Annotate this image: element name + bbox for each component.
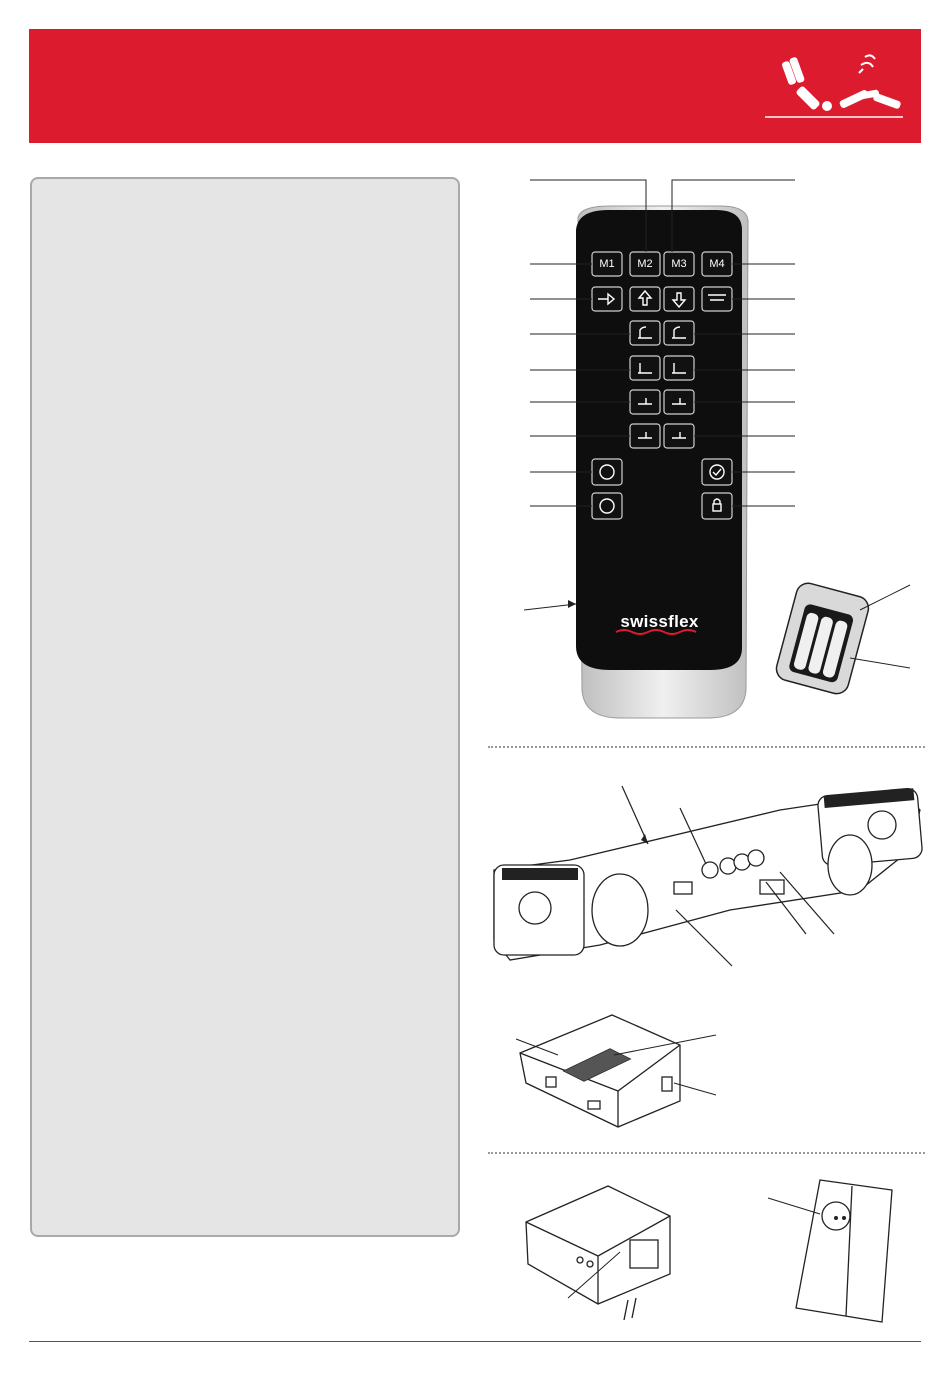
bed-positions-icon bbox=[763, 45, 913, 125]
receiver-module-illustration bbox=[480, 1005, 740, 1140]
motor-unit-illustration bbox=[480, 770, 940, 980]
header-band bbox=[29, 29, 921, 143]
section-divider bbox=[488, 1152, 925, 1154]
footer-rule bbox=[29, 1341, 921, 1342]
wall-adapter-illustration bbox=[760, 1170, 900, 1330]
text-panel bbox=[30, 177, 460, 1237]
m4-button[interactable]: M4 bbox=[709, 258, 725, 270]
power-supply-illustration bbox=[480, 1170, 680, 1320]
brand-logo-text: swissflex bbox=[620, 612, 699, 631]
m2-button[interactable]: M2 bbox=[637, 258, 653, 270]
m1-button[interactable]: M1 bbox=[599, 258, 615, 270]
m3-button[interactable]: M3 bbox=[671, 258, 687, 270]
section-divider bbox=[488, 746, 925, 748]
